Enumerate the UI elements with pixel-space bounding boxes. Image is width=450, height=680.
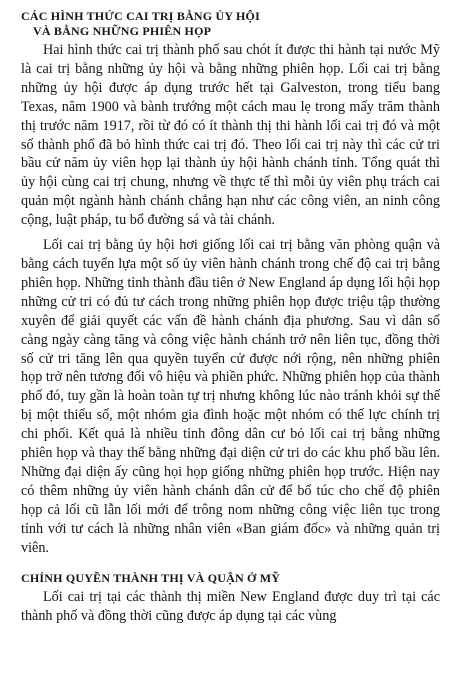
heading-line-2: VÀ BẰNG NHỮNG PHIÊN HỌP	[33, 24, 212, 38]
paragraph-town-meeting: Lối cai trị bằng ủy hội hơi giống lối cai trị bằng văn phòng quận và bằng cách tuyển lựa một số ủy viên hành chánh trong chế độ cai trị bằng phiên họp. Những tỉnh thành đầu tiên ở New England áp dụng lối hội họp những cử tri có đủ tư cách trong những phiên họp được triệu tập thường xuyên để giải quyết các vấn đề hành chánh địa phương. Sau vì dân số càng ngày càng tăng và công việc hành chánh trở nên liên tục, đồng thời số cử tri tăng lên qua quyền tuyển cử được nới rộng, nên những phiên họp trở nên tương đối vô hiệu và phiền phức. Những phiên họp của thành phố đó, tuy gần là hoàn toàn tự trị nhưng không lúc nào tránh khỏi sự thế bị một thiểu số, một nhóm gia đình hoặc một nhóm có thế lực chính trị chi phối. Kết quả là nhiều tỉnh đông dân cư bỏ lối cai trị bằng những phiên họp và thay thế bằng những đại diện cử tri do các khu phố bầu lên. Những đại diện ấy cũng họi họp giống những phiên họp trước. Hiện nay có thêm những ủy viên hành chánh dân cử để bổ túc cho chế độ phiên họp cả lối cũ lẫn lối mới để trông nom những công việc liên tục trong tỉnh với tư cách là những nhân viên «Ban giám đốc» và những quản trị viên.	[21, 237, 440, 556]
heading-line-1: CÁC HÌNH THỨC CAI TRỊ BẰNG ỦY HỘI	[21, 9, 260, 23]
section-heading-city-county-government	[21, 571, 440, 586]
paragraph-commission-intro: Hai hình thức cai trị thành phố sau chót ít được thi hành tại nước Mỹ là cai trị bằng những ủy hội và bằng những phiên họp. Lối cai trị bằng những ủy hội được áp dụng trước hết tại Galveston, trong tiểu bang Texas, năm 1900 và bành trướng một cách mau lẹ trong mấy trăm thành thị trước năm 1917, rồi từ đó có ít thành thị thi hành lối cai trị đó và một số thành phố đã bỏ hình thức cai trị đó. Theo lối cai trị này thì các cử tri bầu cử năm ủy viên họp lại thành ủy hội hành chánh tỉnh. Tổng quát thì ủy hội cùng cai trị chung, nhưng về thực tế thì mỗi ủy viên phụ trách cai quản một ngành hành chánh chẳng hạn như các công viên, an ninh công cộng, luật pháp, tu bổ đường sá và tài chánh.	[21, 42, 440, 229]
heading-line-3: CHÍNH QUYỀN THÀNH THỊ VÀ QUẬN Ở MỸ	[21, 571, 281, 586]
section-heading-commission-government	[21, 9, 440, 39]
paragraph-new-england: Lối cai trị tại các thành thị miền New England được duy trì tại các thành phố và đồng thời cũng được áp dụng tại các vùng	[21, 589, 440, 625]
